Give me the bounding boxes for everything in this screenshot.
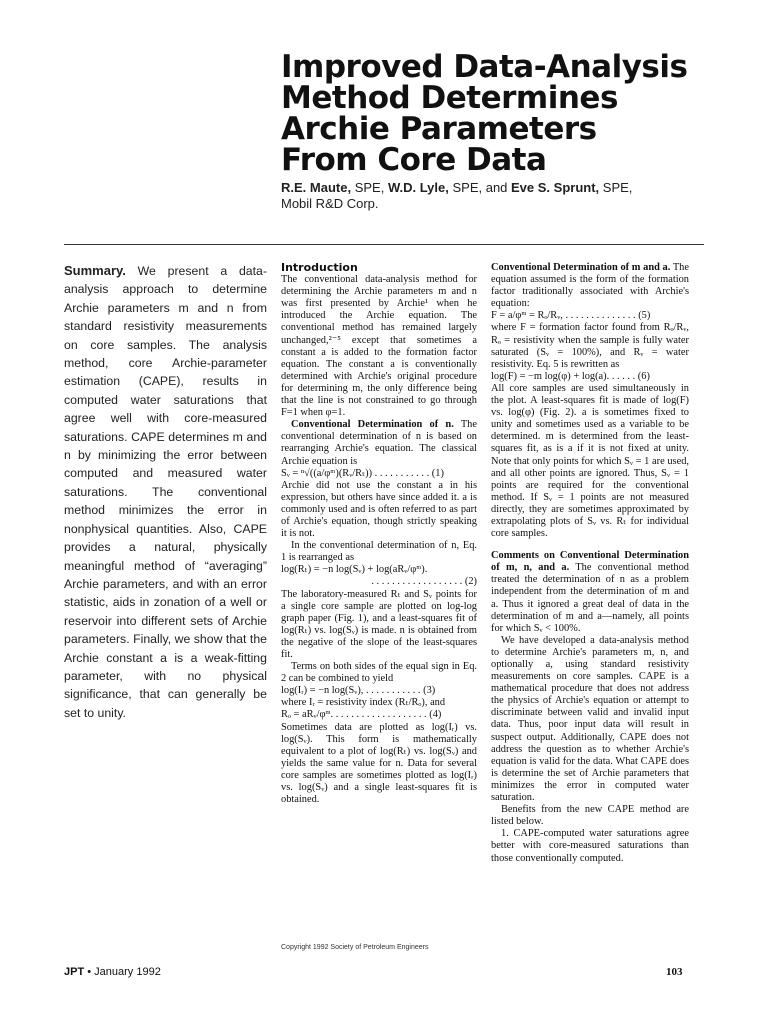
paragraph: Benefits from the new CAPE method are listed below. — [491, 804, 689, 828]
paragraph-text: The conventional method treated the determination of n as a problem independent from the determination of m and a. Thus it ignored a great deal of data in the determination of m and a—namely, all points for which Sᵥ < 100%. — [491, 562, 689, 634]
summary-heading: Summary. — [64, 263, 126, 278]
page-number: 103 — [666, 966, 683, 978]
author-block — [281, 180, 701, 212]
equation-2: log(Rₜ) = −n log(Sᵥ) + log(aRᵥ/φᵐ). — [281, 564, 428, 576]
paragraph: The laboratory-measured Rₜ and Sᵥ points for a single core sample are plotted on log-log graph paper (Fig. 1), and a least-squares fit of log(Rₜ) vs. log(Sᵥ) is made. n is obtained from the negative of the slope of the least-squares fit. — [281, 588, 477, 660]
run-in-heading: Comments on Conventional Determination of m, n, and a. — [491, 550, 689, 574]
paragraph: where Iᵣ = resistivity index (Rₜ/Rₒ), and — [281, 697, 446, 709]
paragraph: The conventional data-analysis method for determining the Archie parameters m and n was first presented by Archie¹ when he introduced the Archie equation. The conventional method has remained largely unchanged,²⁻⁵ except that sometimes a constant a is added to the formation factor equation. The constant a is conventionally determined with Archie's original procedure for determining m, the only difference being that the line is not constrained to go through F=1 when φ=1. — [281, 274, 477, 419]
list-item: 1. CAPE-computed water saturations agree better with core-measured saturations than those conventionally computed. — [491, 828, 689, 864]
equation-3: log(Iᵣ) = −n log(Sᵥ), . . . . . . . . . . . (3) — [281, 685, 436, 697]
paragraph: Archie did not use the constant a in his expression, but others have since added it. a is commonly used and is often referred to as part of Archie's equation, though strictly speaking it is not. — [281, 479, 477, 540]
paragraph: We have developed a data-analysis method to determine Archie's parameters m, n, and optionally a, using standard resistivity measurements on core samples. CAPE is a mathematical procedure that does not address the physics of Archie's equation or attempt to discriminate between valid and invalid input data. Thus, poor input data will result in suspect output. Additionally, CAPE does not address the question as to whether Archie's equation is valid for the data. What CAPE does is determine the set of Archie parameters that minimizes the error in computed water saturation. — [491, 634, 689, 804]
title-line: Method Determines — [281, 80, 618, 116]
title-line: From Core Data — [281, 142, 547, 178]
body-column-2 — [281, 262, 477, 806]
summary-column — [64, 262, 267, 722]
affiliation: Mobil R&D Corp. — [281, 196, 379, 211]
author-name: W.D. Lyle, — [387, 180, 449, 195]
equation-5: F = a/φᵐ = Rₒ/Rᵥ, . . . . . . . . . . . . . . (5) — [491, 310, 651, 322]
copyright-notice: Copyright 1992 Society of Petroleum Engineers — [281, 944, 429, 951]
author-society: SPE, — [351, 180, 388, 195]
author-society: SPE, — [599, 180, 633, 195]
paragraph: where F = formation factor found from Rₒ/Rᵥ, Rₒ = resistivity when the sample is fully water saturated (Sᵥ = 100%), and Rᵥ = water resistivity. Eq. 5 is rewritten as — [491, 322, 689, 370]
title-line: Archie Parameters — [281, 111, 597, 147]
journal-name: JPT — [64, 966, 85, 978]
equation-2-number: . . . . . . . . . . . . . . . . . . (2) — [371, 576, 477, 588]
body-column-3 — [491, 262, 689, 865]
equation-6: log(F) = −m log(φ) + log(a). . . . . . (6) — [491, 370, 650, 382]
header-divider — [64, 244, 704, 245]
article-title — [281, 49, 701, 178]
paragraph — [491, 262, 689, 310]
equation-4: Rₒ = aRᵥ/φᵐ. . . . . . . . . . . . . . . . . . . (4) — [281, 709, 442, 721]
paragraph — [281, 419, 477, 467]
journal-footer — [64, 966, 161, 978]
paragraph: Sometimes data are plotted as log(Iᵣ) vs. log(Sᵥ). This form is mathematically equivalent to a plot of log(Rₜ) vs. log(Sᵥ) and yields the same value for n. Data for several core samples are sometimes plotted as log(Iᵣ) vs. log(Sᵥ) and a single least-squares fit is obtained. — [281, 721, 477, 806]
issue-date: • January 1992 — [84, 966, 161, 978]
run-in-heading: Conventional Determination of n. — [291, 419, 454, 431]
run-in-heading: Conventional Determination of m and a. — [491, 262, 671, 273]
equation-1: Sᵥ = ⁿ√((a/φᵐ)(Rᵥ/Rₜ)) . . . . . . . . . . . (1) — [281, 467, 444, 479]
summary-text: We present a data-analysis approach to determine Archie parameters m and n from standard resistivity measurements on core samples. The analysis method, core Archie-parameter estimation (CAPE), results in computed water saturations that agree well with core-measured saturations. CAPE determines m and n by minimizing the error between computed and measured water saturations. The conventional method minimizes the error in nonphysical quantities. Also, CAPE provides a natural, physically meaningful method of “averaging” Archie parameters, and with an error statistic, aids in zonation of a well or reservoir into different sets of Archie parameters. Finally, we show that the Archie constant a is a weak-fitting parameter, with no physical significance, that can generally be set to unity. — [64, 264, 267, 720]
paragraph: In the conventional determination of n, Eq. 1 is rearranged as — [281, 540, 477, 564]
paragraph: All core samples are used simultaneously in the plot. A least-squares fit is made of log(F) vs. log(φ) (Fig. 2). a is sometimes fixed to unity and sometimes used as a variable to be determined. m is determined from the least-squares fit, as is a if it is not fixed at unity. Note that only points for which Sᵥ = 1 are used, and all other points are ignored. Thus, Sᵥ = 1 points are required for the conventional method. If Sᵥ = 1 points are not measured directly, they are sometimes approximated by extrapolating plots of Sᵥ vs. Rₜ for individual core samples. — [491, 382, 689, 540]
paragraph-text: The equation assumed is the form of the formation factor traditionally associated with Archie's equation: — [491, 262, 689, 310]
paragraph — [491, 550, 689, 635]
section-heading-introduction: Introduction — [281, 261, 358, 274]
paragraph: Terms on both sides of the equal sign in Eq. 2 can be combined to yield — [281, 661, 477, 685]
author-society: SPE, and — [448, 180, 512, 195]
author-name: R.E. Maute, — [281, 180, 352, 195]
paragraph-text: The conventional determination of n is based on rearranging Archie's equation. The classical Archie equation is — [281, 419, 477, 467]
title-line: Improved Data-Analysis — [281, 49, 688, 85]
author-name: Eve S. Sprunt, — [511, 180, 600, 195]
